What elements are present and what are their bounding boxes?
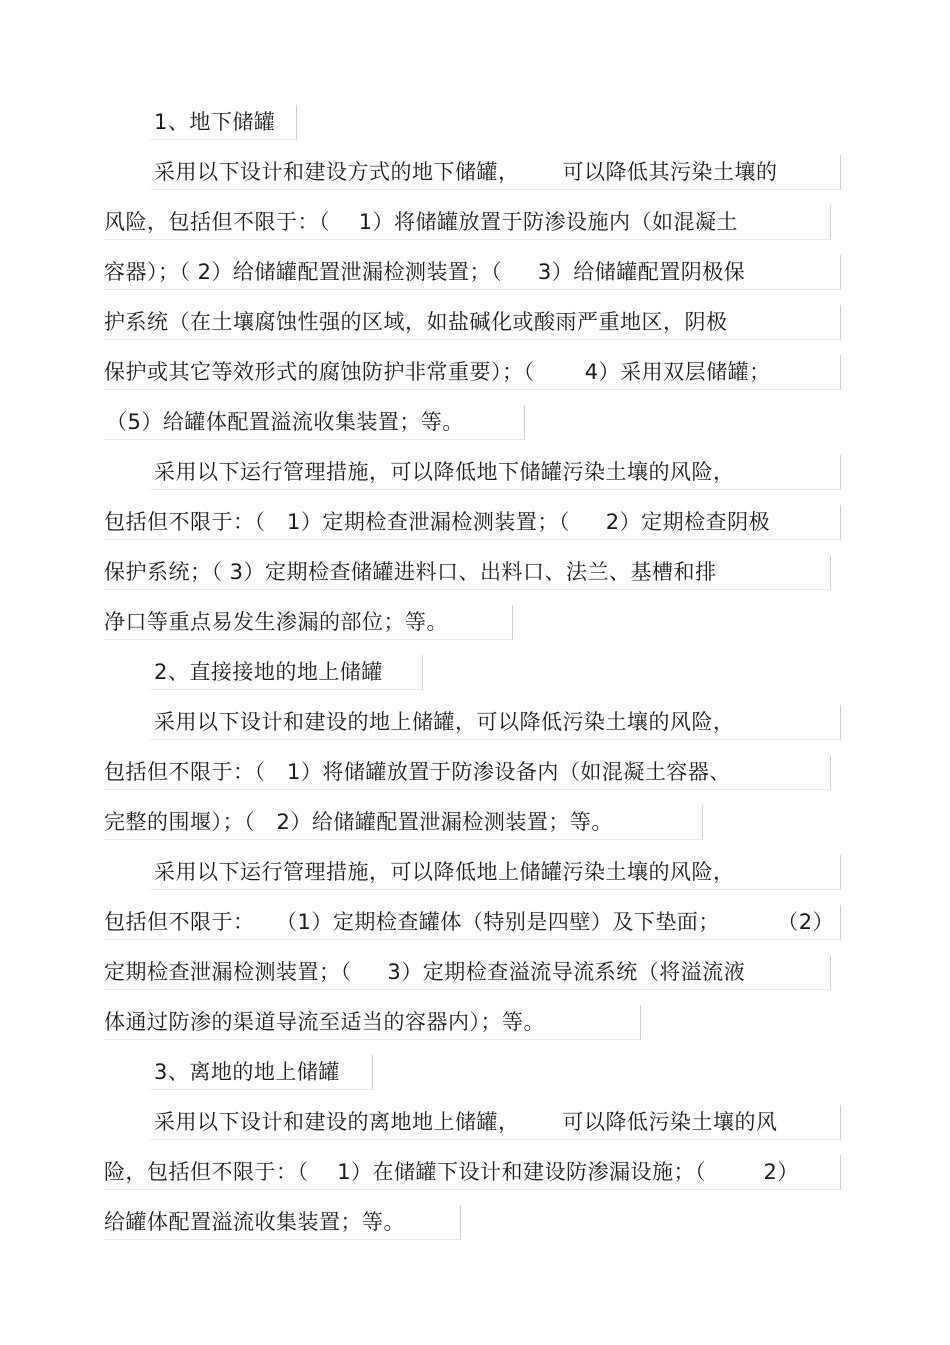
paragraph-line: 险，包括但不限于：（ 1）在储罐下设计和建设防渗漏设施；（ 2） <box>104 1160 799 1184</box>
paragraph-line: 采用以下设计和建设方式的地下储罐， 可以降低其污染土壤的 <box>154 160 778 184</box>
paragraph-line: 包括但不限于：（ 1）定期检查泄漏检测装置；（ 2）定期检查阴极 <box>104 510 771 534</box>
paragraph-line: 净口等重点易发生渗漏的部位；等。 <box>104 610 448 634</box>
paragraph-line: 风险，包括但不限于：（ 1）将储罐放置于防渗设施内（如混凝土 <box>104 210 739 234</box>
paragraph-line: 采用以下设计和建设的地上储罐，可以降低污染土壤的风险， <box>154 710 735 734</box>
paragraph-line: 采用以下设计和建设的离地地上储罐， 可以降低污染土壤的风 <box>154 1110 778 1134</box>
paragraph-line: 完整的围堰）；（ 2）给储罐配置泄漏检测装置；等。 <box>104 810 613 834</box>
paragraph-line: 护系统（在土壤腐蚀性强的区域，如盐碱化或酸雨严重地区，阴极 <box>104 310 728 334</box>
paragraph-line: （5）给罐体配置溢流收集装置；等。 <box>106 410 464 434</box>
paragraph-line: 采用以下运行管理措施，可以降低地下储罐污染土壤的风险， <box>154 460 735 484</box>
heading-grounded-aboveground-tank: 2、直接接地的地上储罐 <box>154 660 383 684</box>
paragraph-line: 包括但不限于：（ 1）将储罐放置于防渗设备内（如混凝土容器、 <box>104 760 731 784</box>
paragraph-line: 定期检查泄漏检测装置；（ 3）定期检查溢流导流系统（将溢流液 <box>104 960 746 984</box>
paragraph-line: 容器）；（ 2）给储罐配置泄漏检测装置；（ 3）给储罐配置阴极保 <box>104 260 746 284</box>
paragraph-line: 体通过防渗的渠道导流至适当的容器内）；等。 <box>104 1010 545 1034</box>
paragraph-line: 包括但不限于： （1）定期检查罐体（特别是四壁）及下垫面； （2） <box>104 910 835 934</box>
paragraph-line: 保护系统；（ 3）定期检查储罐进料口、出料口、法兰、基槽和排 <box>104 560 717 584</box>
heading-underground-tank: 1、地下储罐 <box>154 110 276 134</box>
paragraph-line: 采用以下运行管理措施，可以降低地上储罐污染土壤的风险， <box>154 860 735 884</box>
paragraph-line: 保护或其它等效形式的腐蚀防护非常重要）；（ 4）采用双层储罐； <box>104 360 771 384</box>
paragraph-line: 给罐体配置溢流收集装置；等。 <box>104 1210 405 1234</box>
heading-elevated-aboveground-tank: 3、离地的地上储罐 <box>154 1060 340 1084</box>
